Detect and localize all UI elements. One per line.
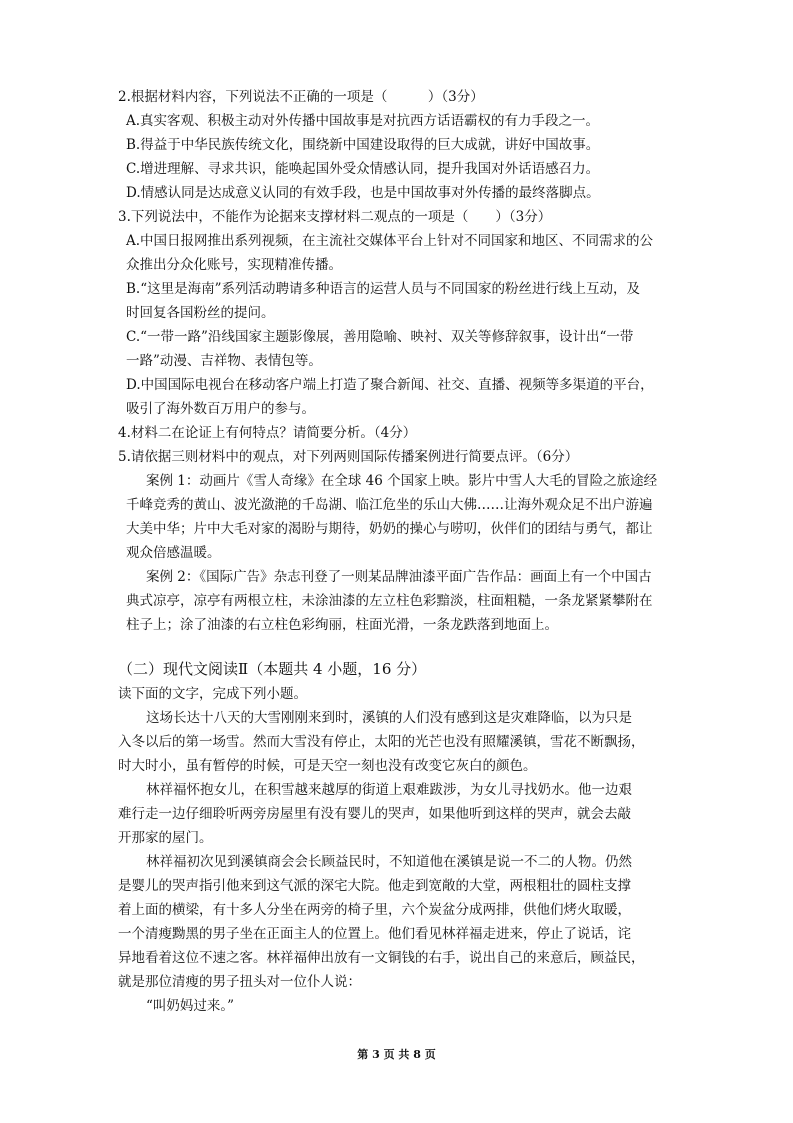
question-3-option-b-cont: 时回复各国粉丝的提问。 [126,305,275,321]
question-3-option-c-cont: 一路”动漫、吉祥物、表情包等。 [126,353,322,369]
paragraph-line: 着上面的横梁，有十多人分坐在两旁的椅子里，六个炭盆分成两排，供他们烤火取暖， [118,902,631,918]
paragraph-line: 难行走一边仔细聆听两旁房屋里有没有婴儿的哭声，如果他听到这样的哭声，就会去敲 [118,806,631,822]
case-1-line: 观众倍感温暖。 [126,545,221,561]
paragraph-line: 异地看着这位不速之客。林祥福伸出放有一文铜钱的右手，说出自己的来意后，顾益民， [118,950,645,966]
paragraph-line: 是婴儿的哭声指引他来到这气派的深宅大院。他走到宽敞的大堂，两根粗壮的圆柱支撑 [118,878,631,894]
paragraph-line: 一个清瘦黝黑的男子坐在正面主人的位置上。他们看见林祥福走进来，停止了说话，诧 [118,926,631,942]
question-4: 4.材料二在论证上有何特点？请简要分析。（4分） [118,425,417,441]
question-2-option-a: A.真实客观、积极主动对外传播中国故事是对抗西方话语霸权的有力手段之一。 [126,113,600,129]
page-number: 第 3 页 共 8 页 [357,1048,436,1061]
dialogue-quote: “叫奶妈过来。” [146,998,235,1014]
question-2-stem: 2.根据材料内容，下列说法不正确的一项是（ ）（3分） [118,89,484,105]
question-3-option-d-cont: 吸引了海外数百万用户的参与。 [126,401,315,417]
question-3-stem: 3.下列说法中，不能作为论据来支撑材料二观点的一项是（ ）（3分） [118,209,552,225]
paragraph-line: 林祥福初次见到溪镇商会会长顾益民时，不知道他在溪镇是说一不二的人物。仍然 [146,854,632,870]
question-3-option-d: D.中国国际电视台在移动客户端上打造了聚合新闻、社交、直播、视频等多渠道的平台， [126,377,654,393]
question-2-option-d: D.情感认同是达成意义认同的有效手段，也是中国故事对外传播的最终落脚点。 [126,185,600,201]
case-2-line: 柱子上；涂了油漆的右立柱色彩绚丽，柱面光滑，一条龙跌落到地面上。 [126,617,558,633]
paragraph-line: 开那家的屋门。 [118,830,213,846]
case-2-line: 案例 2：《国际广告》杂志刊登了一则某品牌油漆平面广告作品：画面上有一个中国古 [146,569,652,585]
case-1-line: 千峰竞秀的黄山、波光潋滟的千岛湖、临江危坐的乐山大佛……让海外观众足不出户游遍 [126,497,653,513]
paragraph-line: 时大时小，虽有暂停的时候，可是天空一刻也没有改变它灰白的颜色。 [118,758,537,774]
paragraph-line: 林祥福怀抱女儿，在积雪越来越厚的街道上艰难跋涉，为女儿寻找奶水。他一边艰 [146,782,632,798]
reading-instruction: 读下面的文字，完成下列小题。 [118,686,307,702]
case-1-line: 大美中华；片中大毛对家的渴盼与期待，奶奶的操心与唠叨，伙伴们的团结与勇气，都让 [126,521,653,537]
paragraph-line: 入冬以后的第一场雪。然而大雪没有停止，太阳的光芒也没有照耀溪镇，雪花不断飘扬， [118,734,645,750]
question-5: 5.请依据三则材料中的观点，对下列两则国际传播案例进行简要点评。（6分） [118,449,579,465]
question-3-option-b: B.“这里是海南”系列活动聘请多种语言的运营人员与不同国家的粉丝进行线上互动，及 [126,281,641,297]
question-2-option-c: C.增进理解、寻求共识，能唤起国外受众情感认同，提升我国对外话语感召力。 [126,161,600,177]
question-3-option-c: C.“一带一路”沿线国家主题影像展，善用隐喻、映衬、双关等修辞叙事，设计出“一带 [126,329,634,345]
case-2-line: 典式凉亭，凉亭有两根立柱，未涂油漆的左立柱色彩黯淡，柱面粗糙，一条龙紧紧攀附在 [126,593,653,609]
section-heading: （二）现代文阅读Ⅱ（本题共 4 小题，16 分） [118,660,427,678]
case-1-line: 案例 1：动画片《雪人奇缘》在全球 46 个国家上映。影片中雪人大毛的冒险之旅途经 [146,473,658,489]
paragraph-line: 这场长达十八天的大雪刚刚来到时，溪镇的人们没有感到这是灾难降临，以为只是 [146,710,632,726]
question-3-option-a-cont: 众推出分众化账号，实现精准传播。 [126,257,342,273]
question-3-option-a: A.中国日报网推出系列视频，在主流社交媒体平台上针对不同国家和地区、不同需求的公 [126,233,654,249]
question-2-option-b: B.得益于中华民族传统文化，围绕新中国建设取得的巨大成就，讲好中国故事。 [126,137,600,153]
paragraph-line: 就是那位清瘦的男子扭头对一位仆人说： [118,974,361,990]
